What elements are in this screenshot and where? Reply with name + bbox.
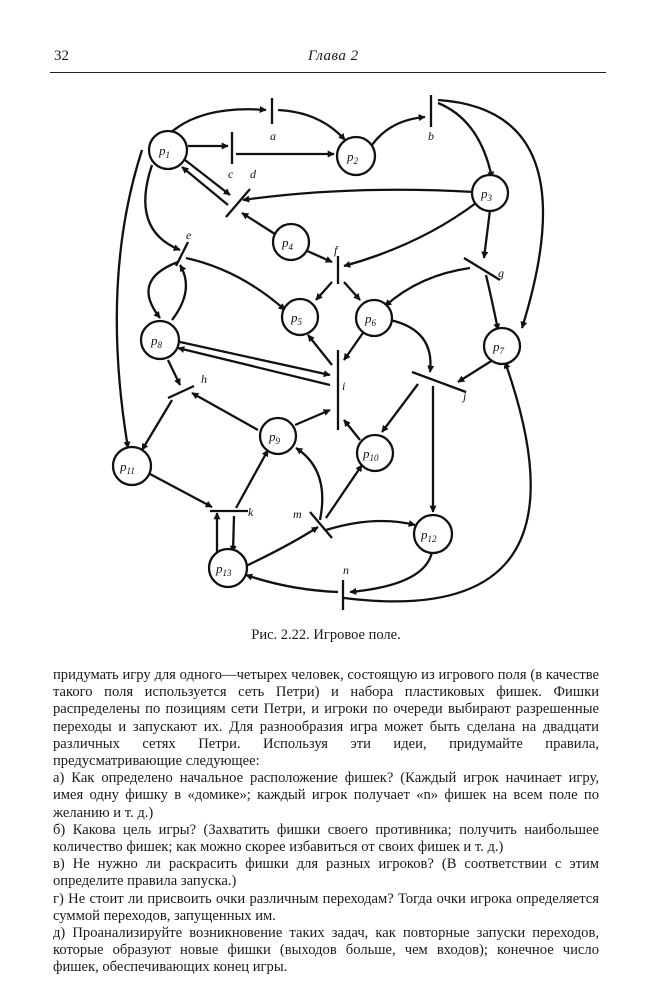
arc-p2-b xyxy=(372,117,425,145)
arc-d-p1 xyxy=(182,167,228,205)
paragraph-v: в) Не нужно ли раскрасить фишки для разных игроков? (В соответствии с этим определите правила запуска.) xyxy=(53,856,599,890)
transition-j-label: j xyxy=(463,389,467,403)
place-p8-label: p xyxy=(151,333,158,348)
arc-p6-i xyxy=(344,330,365,360)
transition-h-label: h xyxy=(201,372,207,386)
transition-n-label: n xyxy=(343,563,349,577)
paragraph-intro: придумать игру для одного—четырех человек, состоящую из игрового поля (в качестве такого поля используется сеть Петри) и набора пластиковых фишек. Фишки распределены по позициям сети Петри, и игроки по очереди выбирают разрешенные переходы и запускают их. Для разнообразия игра может быть сделана на двадцати различных сетях Петри. Используя эти идеи, придумайте правила, предусматривающие следующее: xyxy=(53,667,599,770)
arc-i-p5 xyxy=(308,335,332,365)
arc-p11-k xyxy=(150,474,212,507)
arc-g-p7 xyxy=(486,275,498,330)
place-p13 xyxy=(209,549,247,587)
arc-p1-p11 xyxy=(117,150,142,448)
transition-e-label: e xyxy=(186,228,192,242)
place-p3-label: p xyxy=(481,186,488,201)
arc-p12-n xyxy=(350,552,432,592)
paragraph-b: б) Какова цель игры? (Захватить фишки своего противника; получить наибольшее количество фишек; как можно скорее избавиться от своих фишек и т. д.) xyxy=(53,821,599,856)
transition-f-label: f xyxy=(334,243,338,257)
arc-j-p10 xyxy=(382,384,418,432)
place-p5-label: p xyxy=(291,310,298,325)
arc-n-p7 xyxy=(344,362,531,601)
place-p4 xyxy=(273,224,309,260)
place-p3 xyxy=(472,175,508,211)
transition-a-label: a xyxy=(270,129,276,143)
arc-p1-e xyxy=(145,165,180,250)
arc-e-p5 xyxy=(186,258,285,310)
transition-e-bar xyxy=(176,242,188,266)
arc-p9-h xyxy=(192,393,258,430)
chapter-title: Глава 2 xyxy=(308,48,359,64)
place-p1-sub: 1 xyxy=(165,150,170,160)
paragraph-a: а) Как определено начальное расположение фишек? (Каждый игрок начинает игру, имея одну фишку в «домике»; каждый игрок получает «n» фишек на всем поле по желанию и т. д.) xyxy=(53,770,599,821)
arc-p8-e xyxy=(172,265,186,320)
place-p4-sub: 4 xyxy=(288,242,293,252)
arc-e-p8 xyxy=(148,262,178,318)
transition-d-bar xyxy=(226,189,250,217)
place-p9-sub: 9 xyxy=(275,436,280,446)
arc-p4-d xyxy=(242,213,278,236)
transition-i-label: i xyxy=(342,379,346,393)
arc-p3-d xyxy=(243,190,474,200)
place-p8 xyxy=(141,321,179,359)
place-p5 xyxy=(282,299,318,335)
transition-c-label: c xyxy=(228,167,234,181)
transition-m-label: m xyxy=(293,507,302,521)
place-p9-label: p xyxy=(269,429,276,444)
body-text xyxy=(53,667,599,977)
paragraph-d: д) Проанализируйте возникновение таких задач, как повторные запуски переходов, которые образуют новые фишки (выходов больше, чем входов); конечное число фишек, обеспечивающих конец игры. xyxy=(53,925,599,976)
paragraph-g: г) Не стоит ли присвоить очки различным переходам? Тогда очки игрока определяется суммой переходов, запущенных им. xyxy=(53,890,599,924)
transition-b-label: b xyxy=(428,129,434,143)
place-p8-sub: 8 xyxy=(157,340,162,350)
place-p4-label: p xyxy=(282,235,289,250)
place-p6-label: p xyxy=(365,311,372,326)
arc-p9-i xyxy=(295,410,330,425)
arc-k-p9 xyxy=(236,450,268,508)
arc-p1-a xyxy=(168,109,266,135)
arc-p8-h xyxy=(168,360,180,385)
arc-p6-j xyxy=(390,320,431,372)
transition-d-label: d xyxy=(250,167,256,181)
place-p1-label: p xyxy=(159,143,166,158)
page-number: 32 xyxy=(54,48,69,64)
arc-p13-m xyxy=(246,527,318,566)
place-p11-label: p xyxy=(120,459,127,474)
place-p1 xyxy=(149,131,187,169)
place-p13-sub: 13 xyxy=(222,568,232,578)
place-p9 xyxy=(260,418,296,454)
place-p7 xyxy=(484,328,520,364)
arc-h-p11 xyxy=(142,400,172,450)
place-p2-label: p xyxy=(347,149,354,164)
arc-p8-i xyxy=(180,342,330,375)
place-p11 xyxy=(113,447,151,485)
figure-caption: Рис. 2.22. Игровое поле. xyxy=(251,627,401,643)
transition-h-bar xyxy=(168,386,194,398)
place-p2-sub: 2 xyxy=(353,156,358,166)
place-p2 xyxy=(337,137,375,175)
arc-g-p6 xyxy=(385,268,470,306)
place-p6 xyxy=(356,300,392,336)
arc-p1-d xyxy=(185,160,230,195)
place-p10-sub: 10 xyxy=(369,453,379,463)
arc-k-p13 xyxy=(233,516,234,552)
transition-g-label: g xyxy=(498,266,504,280)
place-p10-label: p xyxy=(363,446,370,461)
place-p6-sub: 6 xyxy=(371,318,376,328)
place-p11-sub: 11 xyxy=(126,466,135,476)
transition-j-bar xyxy=(412,372,466,392)
place-p5-sub: 5 xyxy=(297,317,302,327)
place-p3-sub: 3 xyxy=(487,193,492,203)
arc-p3-f xyxy=(344,203,476,266)
place-p10 xyxy=(357,435,393,471)
arc-p3-g xyxy=(484,210,490,258)
arc-p7-j xyxy=(458,358,496,382)
arc-f-p6 xyxy=(344,282,360,300)
arc-m-p10 xyxy=(326,465,362,518)
arc-m-p12 xyxy=(326,521,415,530)
arc-a-p2 xyxy=(278,110,345,140)
place-p12 xyxy=(414,515,452,553)
arc-n-p13 xyxy=(246,575,338,592)
arc-f-p5 xyxy=(316,282,332,300)
transition-k-label: k xyxy=(248,505,254,519)
place-p12-label: p xyxy=(421,527,428,542)
arc-p4-f xyxy=(305,250,332,262)
place-p12-sub: 12 xyxy=(427,534,437,544)
arc-b-p3 xyxy=(438,103,492,178)
place-p13-label: p xyxy=(216,561,223,576)
place-p7-label: p xyxy=(493,339,500,354)
place-p7-sub: 7 xyxy=(499,346,504,356)
arc-p10-i xyxy=(344,420,360,440)
